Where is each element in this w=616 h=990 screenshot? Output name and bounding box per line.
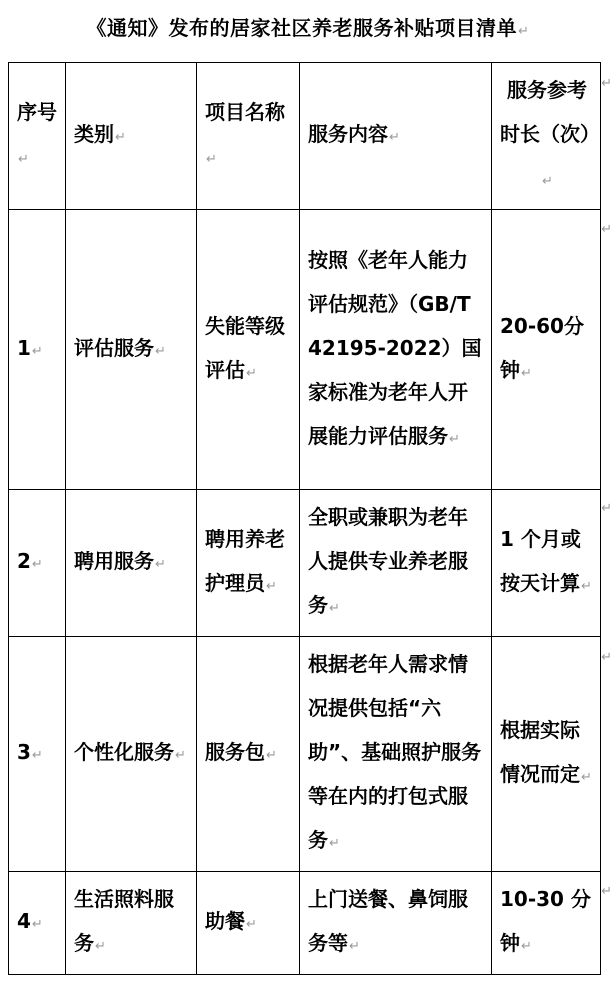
cell-content-text: 全职或兼职为老年人提供专业养老服务	[308, 505, 468, 617]
paragraph-mark-icon: ↵	[329, 601, 340, 616]
cell-duration-text: 根据实际情况而定	[500, 718, 580, 786]
paragraph-mark-icon: ↵	[266, 748, 277, 763]
table-row	[9, 210, 601, 490]
cell-item-text: 聘用养老护理员	[205, 527, 285, 595]
cell-category-text: 个性化服务	[74, 740, 174, 764]
cell-item	[197, 872, 300, 975]
paragraph-mark-icon: ↵	[542, 174, 553, 189]
header-content-text: 服务内容	[308, 122, 388, 146]
cell-item	[197, 210, 300, 490]
paragraph-mark-icon: ↵	[246, 365, 257, 381]
document-title-text: 《通知》发布的居家社区养老服务补贴项目清单	[86, 16, 518, 40]
row-end-mark-icon: ↵	[601, 222, 612, 237]
cell-duration-text: 1 个月或按天计算	[500, 527, 581, 595]
row-end-mark-icon: ↵	[601, 501, 612, 516]
header-index	[9, 63, 66, 210]
cell-duration	[492, 637, 601, 872]
cell-duration-text: 10-30 分钟	[500, 887, 591, 955]
cell-category	[66, 637, 197, 872]
header-index-text: 序号	[17, 100, 57, 124]
paragraph-mark-icon: ↵	[95, 939, 106, 954]
cell-category-text: 评估服务	[74, 335, 154, 360]
cell-content-text: 按照《老年人能力评估规范》（GB/T 42195-2022）国家标准为老年人开展能力评估服务	[308, 247, 482, 448]
cell-item-text: 失能等级评估	[205, 313, 285, 382]
paragraph-mark-icon: ↵	[18, 152, 29, 167]
cell-index	[9, 210, 66, 490]
cell-item	[197, 637, 300, 872]
cell-content-text: 上门送餐、鼻饲服务等	[308, 887, 468, 955]
cell-category	[66, 872, 197, 975]
paragraph-mark-icon: ↵	[115, 130, 126, 145]
header-duration	[492, 63, 601, 210]
cell-item-text: 服务包	[205, 740, 265, 764]
cell-duration-text: 20-60分钟	[500, 313, 584, 382]
paragraph-mark-icon: ↵	[329, 836, 340, 851]
cell-index-text: 2	[17, 549, 31, 573]
paragraph-mark-icon: ↵	[31, 917, 43, 932]
cell-category-text: 聘用服务	[74, 549, 154, 573]
table-row	[9, 490, 601, 637]
paragraph-mark-icon: ↵	[31, 557, 43, 572]
paragraph-mark-icon: ↵	[521, 365, 532, 381]
table-row	[9, 872, 601, 975]
cell-index-text: 3	[17, 740, 31, 764]
paragraph-mark-icon: ↵	[349, 939, 360, 954]
cell-content	[300, 872, 492, 975]
cell-category	[66, 210, 197, 490]
cell-category-text: 生活照料服务	[74, 887, 174, 955]
row-end-mark-icon: ↵	[601, 76, 612, 91]
cell-item-text: 助餐	[205, 909, 245, 933]
cell-index	[9, 637, 66, 872]
table-header-row	[9, 63, 601, 210]
header-item	[197, 63, 300, 210]
cell-category	[66, 490, 197, 637]
paragraph-mark-icon: ↵	[581, 770, 592, 785]
row-end-mark-icon: ↵	[601, 650, 612, 665]
cell-content	[300, 490, 492, 637]
cell-content-text: 根据老年人需求情况提供包括“六助”、基础照护服务等在内的打包式服务	[308, 652, 482, 852]
document-title	[0, 12, 616, 41]
cell-index-text: 4	[17, 909, 31, 933]
paragraph-mark-icon: ↵	[581, 579, 592, 594]
paragraph-mark-icon: ↵	[155, 343, 166, 359]
cell-content	[300, 210, 492, 490]
row-end-mark-icon: ↵	[601, 884, 612, 899]
cell-content	[300, 637, 492, 872]
header-category	[66, 63, 197, 210]
paragraph-mark-icon: ↵	[449, 431, 460, 447]
cell-index	[9, 872, 66, 975]
paragraph-mark-icon: ↵	[246, 917, 257, 932]
header-category-text: 类别	[74, 122, 114, 146]
subsidy-items-table	[8, 62, 601, 975]
cell-duration	[492, 210, 601, 490]
cell-duration	[492, 490, 601, 637]
table-row	[9, 637, 601, 872]
paragraph-mark-icon: ↵	[266, 579, 277, 594]
paragraph-mark-icon: ↵	[521, 939, 532, 954]
paragraph-mark-icon: ↵	[31, 343, 43, 359]
cell-duration	[492, 872, 601, 975]
paragraph-mark-icon: ↵	[155, 557, 166, 572]
cell-index	[9, 490, 66, 637]
cell-item	[197, 490, 300, 637]
header-duration-text: 服务参考时长（次）	[500, 78, 600, 146]
paragraph-mark-icon: ↵	[518, 24, 530, 39]
paragraph-mark-icon: ↵	[31, 748, 43, 763]
paragraph-mark-icon: ↵	[389, 130, 400, 145]
cell-index-text: 1	[17, 335, 31, 360]
paragraph-mark-icon: ↵	[206, 152, 217, 167]
header-content	[300, 63, 492, 210]
paragraph-mark-icon: ↵	[175, 748, 186, 763]
header-item-text: 项目名称	[205, 100, 285, 124]
